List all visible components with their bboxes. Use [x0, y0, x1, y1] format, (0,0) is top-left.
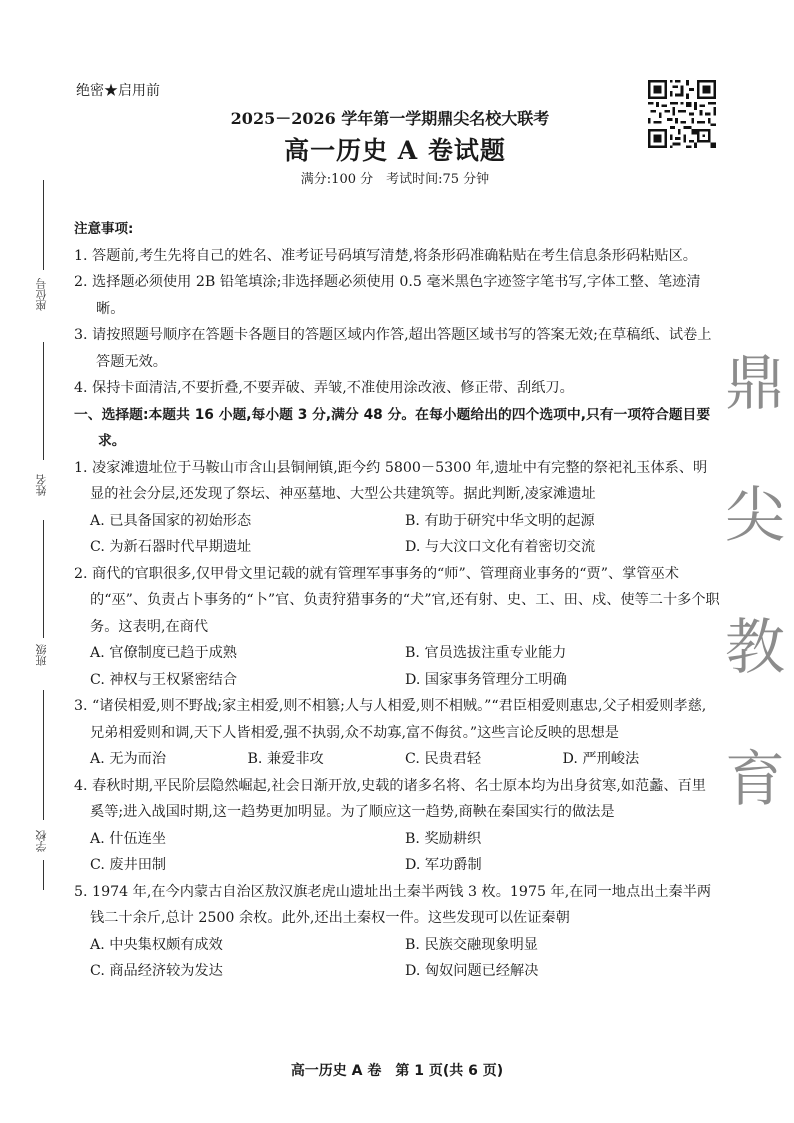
- option-b: B. 奖励耕织: [405, 830, 482, 847]
- option-a: A. 官僚制度已趋于成熟: [90, 645, 237, 661]
- option-a: A. 无为而治: [90, 751, 167, 767]
- option-a: A. 已具备国家的初始形态: [90, 512, 252, 529]
- question-options: [74, 826, 720, 879]
- exam-name: 2025－2026 学年第一学期鼎尖名校大联考: [230, 109, 550, 128]
- option-d: D. 匈奴问题已经解决: [405, 963, 539, 979]
- option-d: D. 国家事务管理分工明确: [405, 671, 567, 688]
- question-stem: 2. 商代的官职很多,仅甲骨文里记载的就有管理军事事务的“师”、管理商业事务的“贾”、掌管巫术的“巫”、负责占卜事务的“卜”官、负责狩猎事务的“犬”官,还有射、史、工、田、戍、使等二十多个职务。这表明,在商代: [74, 565, 720, 635]
- watermark-char: 育: [725, 745, 785, 815]
- watermark: [722, 318, 788, 846]
- question-options: [74, 746, 720, 773]
- binding-line-name: [43, 342, 44, 460]
- binding-line-class: [43, 520, 44, 638]
- question-options: [74, 508, 720, 561]
- binding-label-school: 学校: [35, 830, 48, 852]
- question-options: [74, 640, 720, 693]
- question-1: [74, 455, 720, 561]
- section-title: 一、选择题:本题共 16 小题,每小题 3 分,满分 48 分。在每小题给出的四个选项中,只有一项符合题目要求。: [74, 406, 711, 449]
- option-d: D. 与大汶口文化有着密切交流: [405, 539, 596, 555]
- exam-content: [74, 216, 720, 985]
- page-title: 高一历史 A 卷试题: [284, 136, 506, 165]
- question-5: [74, 879, 720, 985]
- exam-meta: 满分:100 分 考试时间:75 分钟: [300, 172, 490, 187]
- binding-label-seat: 座位号: [35, 278, 48, 311]
- question-options: [74, 932, 720, 985]
- watermark-char: 教: [725, 613, 785, 683]
- option-b: B. 有助于研究中华文明的起源: [405, 512, 595, 529]
- question-3: [74, 693, 720, 773]
- option-d: D. 严刑峻法: [562, 751, 640, 767]
- option-a: A. 什伍连坐: [90, 830, 167, 847]
- question-2: [74, 561, 720, 694]
- watermark-char: 鼎: [725, 349, 785, 419]
- option-b: B. 兼爱非攻: [247, 751, 324, 767]
- binding-line-bottom: [43, 860, 44, 890]
- option-a: A. 中央集权颇有成效: [90, 936, 223, 953]
- question-4: [74, 773, 720, 879]
- option-c: C. 民贵君轻: [405, 751, 482, 767]
- notice-item-4: 4. 保持卡面清洁,不要折叠,不要弄破、弄皱,不准使用涂改液、修正带、刮纸刀。: [74, 380, 574, 396]
- question-stem: 5. 1974 年,在今内蒙古自治区敖汉旗老虎山遗址出土秦半两钱 3 枚。1975 年,在同一地点出土秦半两钱二十余斤,总计 2500 余枚。此外,还出土秦权一件。这些发现可以佐证秦朝: [74, 883, 712, 926]
- question-stem: 3. “诸侯相爱,则不野战;家主相爱,则不相篡;人与人相爱,则不相贼。”“君臣相爱则惠忠,父子相爱则孝慈,兄弟相爱则和调,天下人皆相爱,强不执弱,众不劫寡,富不侮贫。”这些言论反映的思想是: [74, 698, 707, 741]
- binding-label-name: 姓名: [35, 474, 48, 496]
- binding-label-class: 班级: [35, 644, 48, 666]
- option-c: C. 废井田制: [90, 857, 167, 873]
- option-c: C. 商品经济较为发达: [90, 963, 223, 979]
- page-footer: 高一历史 A 卷 第 1 页(共 6 页): [290, 1063, 504, 1079]
- option-c: C. 为新石器时代早期遗址: [90, 539, 252, 555]
- option-d: D. 军功爵制: [405, 857, 482, 873]
- watermark-char: 尖: [725, 481, 785, 551]
- notice-item-2: 2. 选择题必须使用 2B 铅笔填涂;非选择题必须使用 0.5 毫米黑色字迹签字笔书写,字体工整、笔迹清晰。: [74, 274, 701, 317]
- option-c: C. 神权与王权紧密结合: [90, 671, 238, 688]
- binding-line-seat-top: [43, 180, 44, 270]
- notice-title: 注意事项:: [74, 221, 134, 237]
- question-stem: 1. 凌家滩遗址位于马鞍山市含山县铜闸镇,距今约 5800－5300 年,遗址中有完整的祭祀礼玉体系、明显的社会分层,还发现了祭坛、神巫墓地、大型公共建筑等。据此判断,凌家滩遗址: [74, 459, 708, 502]
- binding-line-school: [43, 690, 44, 820]
- qr-code-icon[interactable]: [648, 80, 716, 148]
- notice-item-3: 3. 请按照题号顺序在答题卡各题目的答题区域内作答,超出答题区域书写的答案无效;在草稿纸、试卷上答题无效。: [74, 327, 712, 370]
- option-b: B. 官员选拔注重专业能力: [405, 645, 567, 661]
- option-b: B. 民族交融现象明显: [405, 936, 538, 953]
- notice-item-1: 1. 答题前,考生先将自己的姓名、准考证号码填写清楚,将条形码准确粘贴在考生信息条形码粘贴区。: [74, 247, 697, 264]
- question-stem: 4. 春秋时期,平民阶层隐然崛起,社会日渐开放,史载的诸多名将、名士原本均为出身贫寒,如范蠡、百里奚等;进入战国时期,这一趋势更加明显。为了顺应这一趋势,商鞅在秦国实行的做法是: [74, 777, 706, 820]
- confidential-label: 绝密★启用前: [76, 83, 160, 99]
